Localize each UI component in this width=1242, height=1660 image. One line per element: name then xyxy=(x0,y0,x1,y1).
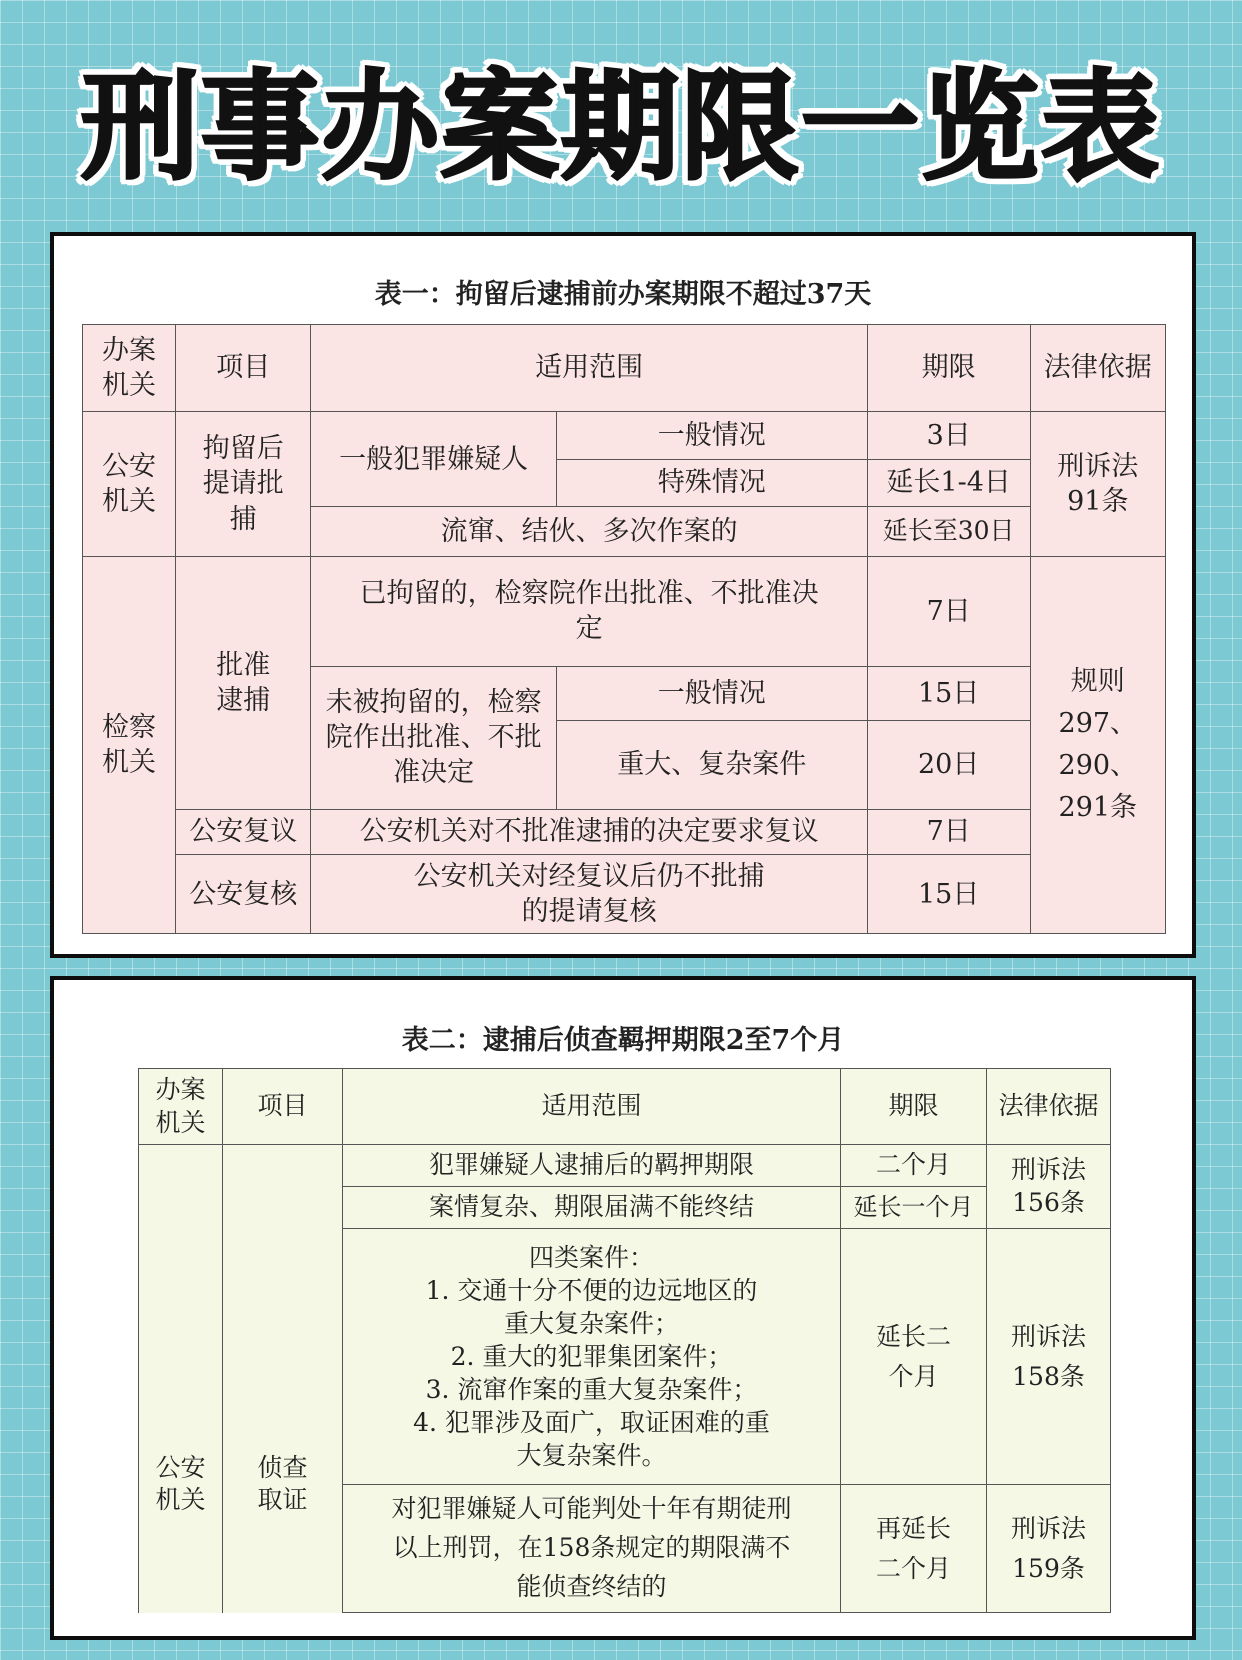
t1-ga-normal-term: 3日 xyxy=(867,412,1030,460)
t2-ten-years-scope: 对犯罪嫌疑人可能判处十年有期徒刑以上刑罚，在158条规定的期限满不能侦查终结的 xyxy=(343,1485,841,1613)
t1-ga-item: 拘留后提请批捕 xyxy=(176,412,311,557)
t2-header-scope: 适用范围 xyxy=(343,1069,841,1145)
t1-jc-nd-normal-term: 15日 xyxy=(867,666,1030,720)
t1-ga-general-suspect: 一般犯罪嫌疑人 xyxy=(311,412,556,507)
t1-ga-special-term: 延长1-4日 xyxy=(867,459,1030,507)
t2-row1-scope: 犯罪嫌疑人逮捕后的羁押期限 xyxy=(343,1145,841,1187)
page-title: 刑事办案期限一览表 xyxy=(80,58,1161,196)
t1-ga-serial-term: 延长至30日 xyxy=(867,507,1030,557)
table2-header-row xyxy=(139,1069,1111,1145)
table-row xyxy=(83,809,1166,855)
t1-reconsider-item: 公安复议 xyxy=(176,809,311,855)
list-item: 3. 流窜作案的重大复杂案件； xyxy=(425,1375,758,1404)
t2-four-types xyxy=(343,1229,841,1485)
t2-ten-years-basis: 刑诉法159条 xyxy=(987,1485,1111,1613)
t1-reconsider-scope: 公安机关对不批准逮捕的决定要求复议 xyxy=(311,809,867,855)
t1-jc-nd-major-term: 20日 xyxy=(867,720,1030,809)
t2-header-term: 期限 xyxy=(841,1069,987,1145)
t2-four-types-term: 延长二个月 xyxy=(841,1229,987,1485)
t1-reconsider-term: 7日 xyxy=(867,809,1030,855)
table-row xyxy=(83,556,1166,666)
t2-row1-term: 二个月 xyxy=(841,1145,987,1187)
t1-ga-agency: 公安机关 xyxy=(83,412,176,557)
t1-jc-detained-scope: 已拘留的，检察院作出批准、不批准决定 xyxy=(311,556,867,666)
t1-ga-normal-case: 一般情况 xyxy=(556,412,867,460)
t1-review-item: 公安复核 xyxy=(176,855,311,934)
t1-jc-item: 批准逮捕 xyxy=(176,556,311,809)
t2-header-basis: 法律依据 xyxy=(987,1069,1111,1145)
t1-ga-special-case: 特殊情况 xyxy=(556,459,867,507)
t2-agency: 公安机关 xyxy=(139,1145,223,1613)
t2-ten-years-term: 再延长二个月 xyxy=(841,1485,987,1613)
table1 xyxy=(82,324,1166,934)
t2-row2-scope: 案情复杂、期限届满不能终结 xyxy=(343,1187,841,1229)
t2-basis-156: 刑诉法156条 xyxy=(987,1145,1111,1229)
t1-jc-nd-normal-case: 一般情况 xyxy=(556,666,867,720)
table2-card xyxy=(50,976,1196,1640)
t1-header-item: 项目 xyxy=(176,325,311,412)
table1-header-row xyxy=(83,325,1166,412)
t1-jc-agency: 检察机关 xyxy=(83,556,176,933)
t1-ga-serial-case: 流窜、结伙、多次作案的 xyxy=(311,507,867,557)
t2-header-item: 项目 xyxy=(223,1069,343,1145)
list-item: 2. 重大的犯罪集团案件； xyxy=(450,1342,733,1371)
t1-header-basis: 法律依据 xyxy=(1030,325,1165,412)
table1-caption: 表一：拘留后逮捕前办案期限不超过37天 xyxy=(374,279,872,310)
t1-header-term: 期限 xyxy=(867,325,1030,412)
t1-jc-not-detained-scope: 未被拘留的，检察院作出批准、不批准决定 xyxy=(311,666,556,809)
table-row xyxy=(83,412,1166,460)
t1-header-agency: 办案机关 xyxy=(83,325,176,412)
t2-four-types-basis: 刑诉法158条 xyxy=(987,1229,1111,1485)
table-row xyxy=(139,1145,1111,1187)
t1-jc-basis: 规则297、290、291条 xyxy=(1030,556,1165,933)
table-row xyxy=(83,855,1166,934)
t1-header-scope: 适用范围 xyxy=(311,325,867,412)
t1-review-scope: 公安机关对经复议后仍不批捕的提请复核 xyxy=(311,855,867,934)
t1-jc-nd-major-case: 重大、复杂案件 xyxy=(556,720,867,809)
t1-review-term: 15日 xyxy=(867,855,1030,934)
t1-ga-basis: 刑诉法91条 xyxy=(1030,412,1165,557)
t1-jc-detained-term: 7日 xyxy=(867,556,1030,666)
list-item: 4. 犯罪涉及面广，取证困难的重大复杂案件。 xyxy=(413,1408,770,1470)
list-item: 1. 交通十分不便的边远地区的重大复杂案件； xyxy=(425,1276,758,1338)
t2-four-types-title: 四类案件： xyxy=(528,1243,654,1272)
table2-caption: 表二：逮捕后侦查羁押期限2至7个月 xyxy=(401,1025,845,1056)
table2 xyxy=(138,1068,1111,1613)
t2-item: 侦查取证 xyxy=(223,1145,343,1613)
t2-row2-term: 延长一个月 xyxy=(841,1187,987,1229)
table1-card xyxy=(50,232,1196,958)
t2-header-agency: 办案机关 xyxy=(139,1069,223,1145)
